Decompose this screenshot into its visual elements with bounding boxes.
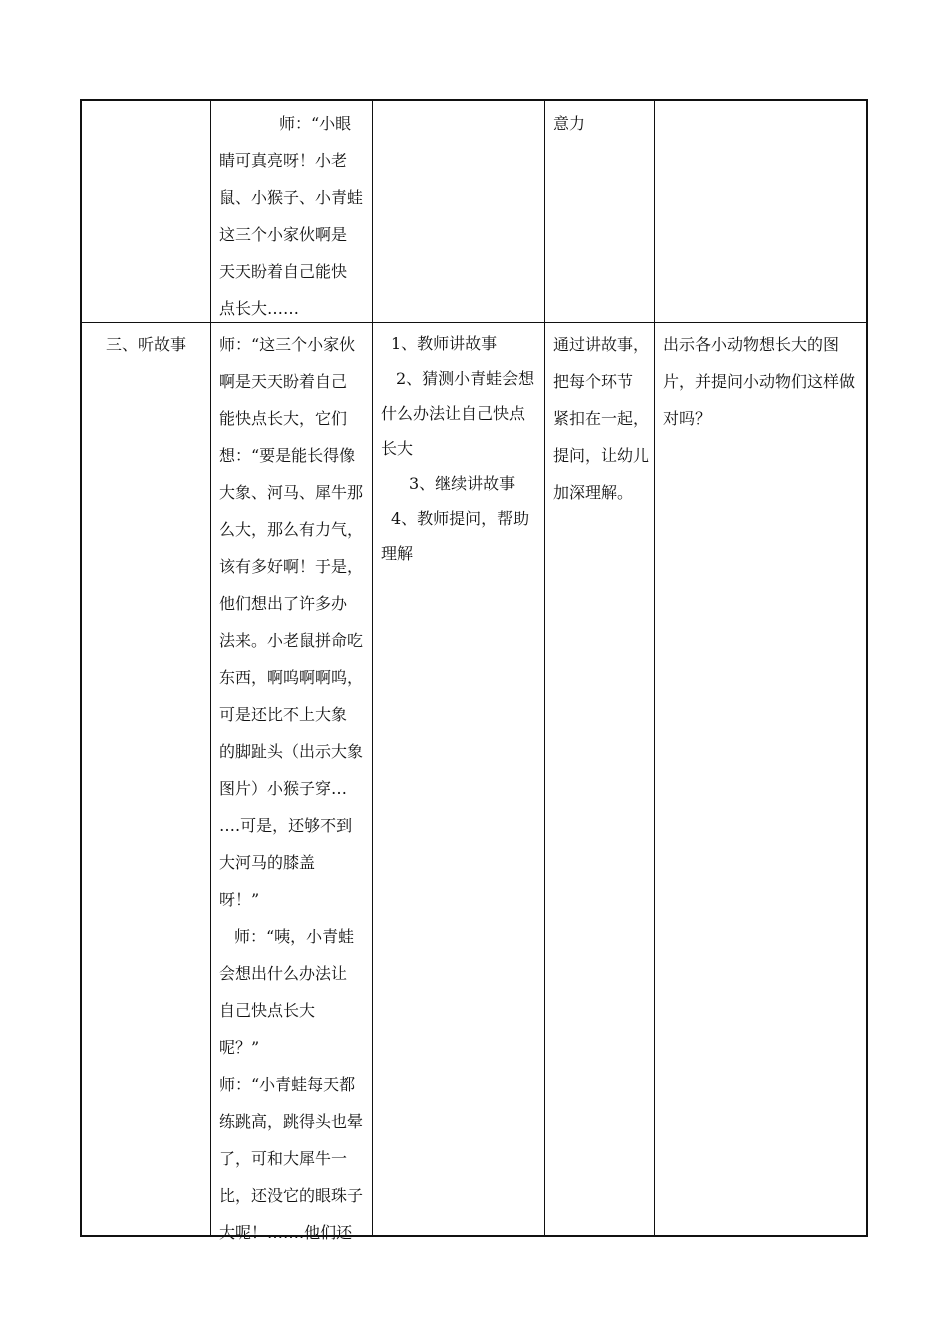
text-line: 加深理解。 xyxy=(553,483,634,502)
step-cell xyxy=(82,322,210,1235)
text-line: 提问，让幼儿 xyxy=(553,446,650,465)
content-cell xyxy=(211,322,372,1242)
text-line: 意力 xyxy=(553,114,586,133)
text-line: 这三个小家伙啊是 xyxy=(219,225,348,244)
prep-cell xyxy=(655,322,868,1235)
text-line: 理解 xyxy=(381,544,414,563)
text-line: 会想出什么办法让 xyxy=(219,964,348,983)
text-line: 片，并提问小动物们这样做 xyxy=(663,372,856,391)
text-line: 可是还比不上大象 xyxy=(219,705,348,724)
text-line: 呢？” xyxy=(219,1038,260,1057)
text-line: 鼠、小猴子、小青蛙 xyxy=(219,188,364,207)
text-line: 1、教师讲故事 xyxy=(391,334,498,353)
step-title: 三、听故事 xyxy=(106,335,187,354)
purpose-cell xyxy=(545,322,654,1235)
text-line: 该有多好啊！于是， xyxy=(219,557,364,576)
text-line: 睛可真亮呀！小老 xyxy=(219,151,348,170)
text-line: 大呢！…….他们还 xyxy=(219,1223,353,1242)
text-line: 什么办法让自己快点 xyxy=(381,404,526,423)
text-line: 么大，那么有力气， xyxy=(219,520,364,539)
text-line: 师：“小青蛙每天都 xyxy=(219,1075,356,1094)
text-line: 大河马的膝盖 xyxy=(219,853,316,872)
text-line: 东西，啊呜啊啊呜， xyxy=(219,668,364,687)
table-row xyxy=(82,322,866,1242)
text-line: 4、教师提问，帮助 xyxy=(391,509,530,528)
lesson-plan-table xyxy=(80,99,868,1242)
text-line: 图片）小猴子穿… xyxy=(219,779,348,798)
text-line: 他们想出了许多办 xyxy=(219,594,348,613)
text-line: 呀！” xyxy=(219,890,260,909)
text-line: 大象、河马、犀牛那 xyxy=(219,483,364,502)
text-line: 师：“咦，小青蛙 xyxy=(234,927,355,946)
content-cell xyxy=(211,101,372,322)
text-line: 紧扣在一起， xyxy=(553,409,650,428)
text-line: 想：“要是能长得像 xyxy=(219,446,356,465)
text-line: 2、猜测小青蛙会想 xyxy=(396,369,535,388)
text-line: 自己快点长大 xyxy=(219,1001,316,1020)
text-line: 出示各小动物想长大的图 xyxy=(663,335,840,354)
text-line: 长大 xyxy=(381,439,414,458)
purpose-cell xyxy=(545,101,654,322)
text-line: 师：“小眼 xyxy=(279,114,352,133)
table-row xyxy=(82,101,866,323)
text-line: 3、继续讲故事 xyxy=(409,474,516,493)
text-line: 练跳高，跳得头也晕 xyxy=(219,1112,364,1131)
text-line: 能快点长大，它们 xyxy=(219,409,348,428)
text-line: 对吗？ xyxy=(663,409,712,428)
text-line: 把每个环节 xyxy=(553,372,634,391)
text-line: 了，可和大犀牛一 xyxy=(219,1149,348,1168)
text-line: 点长大…… xyxy=(219,299,300,318)
text-line: 天天盼着自己能快 xyxy=(219,262,348,281)
text-line: 法来。小老鼠拼命吃 xyxy=(219,631,364,650)
text-line: 的脚趾头（出示大象 xyxy=(219,742,364,761)
text-line: ….可是，还够不到 xyxy=(219,816,353,835)
text-line: 通过讲故事， xyxy=(553,335,650,354)
text-line: 比，还没它的眼珠子 xyxy=(219,1186,364,1205)
text-line: 啊是天天盼着自己 xyxy=(219,372,348,391)
text-line: 师：“这三个小家伙 xyxy=(219,335,356,354)
activity-cell xyxy=(373,322,544,1235)
